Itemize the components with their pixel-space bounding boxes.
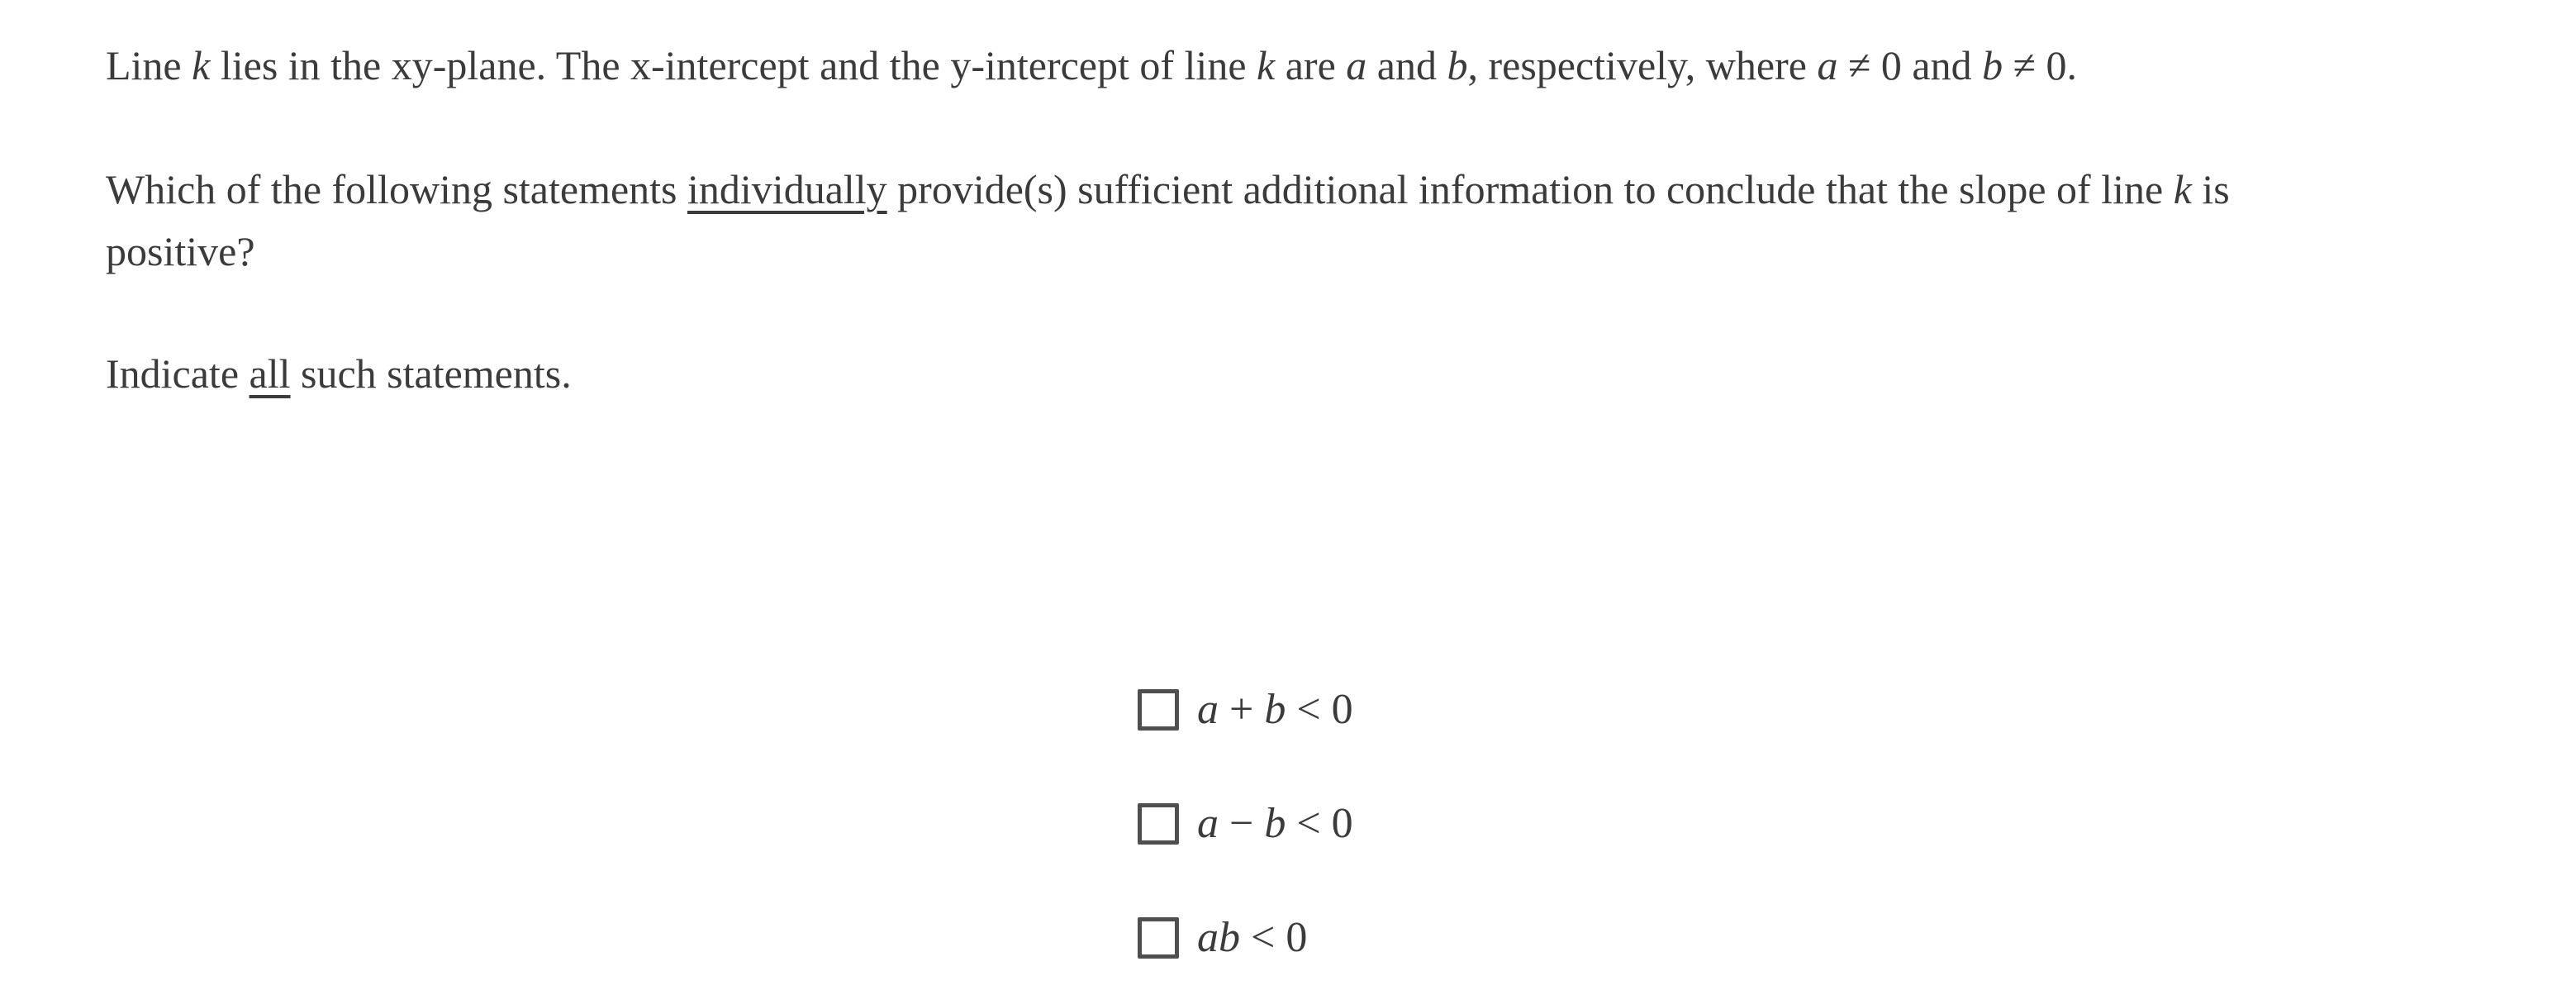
- option-1-expression: [1197, 686, 1353, 733]
- math-var-b: b: [1447, 42, 1468, 88]
- math-var-a: a: [1197, 914, 1219, 961]
- option-row-3[interactable]: [1138, 914, 2576, 961]
- stem-text: Line: [106, 42, 192, 88]
- math-operator: −: [1219, 800, 1265, 847]
- checkbox-option-2[interactable]: [1138, 803, 1179, 845]
- prompt-text: provide(s) sufficient additional information to conclude that the slope of line: [886, 166, 2174, 212]
- indicate-instruction: [106, 343, 2576, 405]
- option-2-expression: [1197, 800, 1353, 847]
- instruction-text: Indicate: [106, 350, 250, 397]
- prompt-text: is: [2191, 166, 2230, 212]
- stem-text: lies in the xy-plane. The x-intercept and the y-intercept of line: [210, 42, 1257, 88]
- math-var-b: b: [1264, 800, 1286, 847]
- instruction-underlined-word: all: [249, 350, 291, 397]
- math-var-k: k: [192, 42, 211, 88]
- math-var-a: a: [1197, 686, 1219, 733]
- math-comparison: < 0: [1286, 686, 1353, 733]
- question-prompt: [106, 159, 2576, 283]
- answer-options: [1138, 686, 2576, 961]
- prompt-text: Which of the following statements: [106, 166, 688, 212]
- prompt-line-2: positive?: [106, 228, 255, 274]
- math-comparison: < 0: [1240, 914, 1308, 961]
- stem-text: ≠ 0 and: [1837, 42, 1983, 88]
- math-var-k: k: [1257, 42, 1276, 88]
- stem-text: are: [1275, 42, 1347, 88]
- math-var-a: a: [1817, 42, 1838, 88]
- stem-text: and: [1366, 42, 1447, 88]
- question-stem: [106, 35, 2576, 97]
- option-row-1[interactable]: [1138, 686, 2576, 733]
- checkbox-option-3[interactable]: [1138, 917, 1179, 959]
- math-comparison: < 0: [1286, 800, 1353, 847]
- math-var-a: a: [1197, 800, 1219, 847]
- stem-text: ≠ 0.: [2003, 42, 2078, 88]
- option-3-expression: [1197, 914, 1308, 961]
- math-var-a: a: [1346, 42, 1367, 88]
- prompt-underlined-word: individually: [687, 166, 887, 212]
- instruction-text: such statements.: [290, 350, 572, 397]
- math-var-b: b: [1264, 686, 1286, 733]
- option-row-2[interactable]: [1138, 800, 2576, 847]
- stem-text: , respectively, where: [1467, 42, 1818, 88]
- prompt-line-1: [106, 159, 2576, 221]
- math-var-k: k: [2173, 166, 2192, 212]
- checkbox-option-1[interactable]: [1138, 689, 1179, 731]
- math-var-b: b: [1982, 42, 2003, 88]
- math-operator: +: [1219, 686, 1265, 733]
- math-var-b: b: [1219, 914, 1240, 961]
